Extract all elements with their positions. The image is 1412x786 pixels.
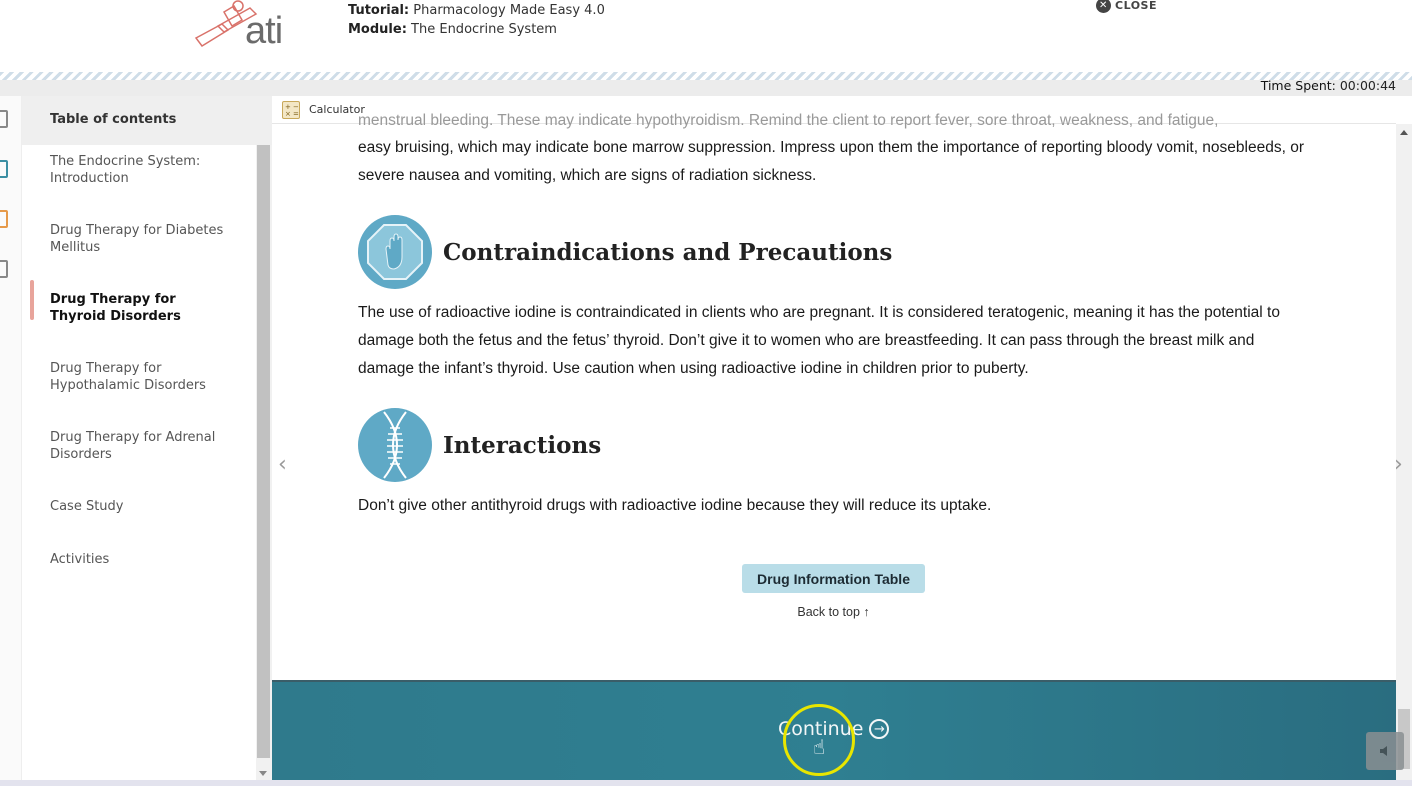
partially-visible-text: menstrual bleeding. These may indicate hypothyroidism. Remind the client to report fever, sore throat, weakness, and fatigue, bbox=[358, 112, 1219, 129]
lesson-reader bbox=[272, 112, 1396, 680]
scroll-down-arrow-icon[interactable] bbox=[259, 771, 267, 776]
drug-information-table-button[interactable]: Drug Information Table bbox=[742, 564, 925, 593]
audio-button[interactable] bbox=[1366, 732, 1404, 770]
toc-item-hypothalamic[interactable]: Drug Therapy for Hypothalamic Disorders bbox=[50, 361, 206, 393]
tutorial-label: Tutorial: bbox=[348, 3, 410, 18]
toc-item-case-study[interactable]: Case Study bbox=[50, 499, 124, 514]
dna-icon bbox=[358, 408, 432, 482]
header bbox=[0, 0, 1412, 74]
time-spent-value: 00:00:44 bbox=[1339, 78, 1396, 93]
table-of-contents bbox=[22, 96, 272, 780]
speaker-icon bbox=[1378, 744, 1392, 758]
close-label: CLOSE bbox=[1115, 0, 1157, 12]
glossary-icon[interactable] bbox=[0, 160, 8, 178]
back-to-top-link[interactable]: Back to top ↑ bbox=[797, 605, 870, 619]
tool-icon-strip bbox=[0, 96, 22, 780]
toc-item-adrenal[interactable]: Drug Therapy for Adrenal Disorders bbox=[50, 430, 216, 462]
close-circle-icon: ✕ bbox=[1096, 0, 1111, 13]
toc-item-endocrine-intro[interactable]: The Endocrine System: Introduction bbox=[50, 154, 201, 186]
calculator-icon[interactable]: + − × = bbox=[282, 101, 300, 119]
tutorial-info bbox=[348, 1, 605, 39]
scroll-up-arrow-icon[interactable] bbox=[1400, 130, 1408, 135]
section-interactions-header bbox=[358, 408, 601, 482]
toc-scrollbar[interactable] bbox=[256, 145, 272, 780]
toc-list bbox=[22, 145, 256, 780]
toc-active-indicator bbox=[30, 280, 34, 320]
toc-item-diabetes[interactable]: Drug Therapy for Diabetes Mellitus bbox=[50, 223, 224, 255]
toc-title: Table of contents bbox=[50, 112, 177, 127]
time-spent-label: Time Spent: bbox=[1260, 78, 1336, 93]
continue-label: Continue bbox=[778, 718, 864, 740]
calculator-button[interactable]: Calculator bbox=[309, 103, 365, 116]
stop-hand-icon bbox=[358, 215, 432, 289]
arrow-right-circle-icon: → bbox=[869, 719, 889, 739]
header-divider-stripe bbox=[0, 72, 1412, 80]
module-name: The Endocrine System bbox=[411, 22, 557, 37]
prev-page-arrow-icon[interactable]: ‹ bbox=[278, 452, 287, 477]
toc-toggle-icon[interactable] bbox=[0, 110, 8, 128]
contraindications-paragraph: The use of radioactive iodine is contraindicated in clients who are pregnant. It is considered teratogenic, meaning it has the potential to damage both the fetus and the fetus’ thyroid. Don’t give it to women who are breastfeeding. It can pass through the breast milk and damage the infant’s thyroid. Use caution when using radioactive iodine in children prior to puberty. bbox=[358, 304, 1280, 377]
calculator-tool-icon[interactable] bbox=[0, 260, 8, 278]
section-contraindications-header bbox=[358, 215, 892, 289]
next-page-arrow-icon[interactable]: › bbox=[1394, 452, 1403, 477]
section-title-contraindications: Contraindications and Precautions bbox=[443, 238, 893, 266]
toc-header bbox=[22, 96, 272, 145]
toc-scroll-thumb[interactable] bbox=[257, 145, 270, 758]
close-button[interactable] bbox=[1096, 0, 1157, 13]
module-label: Module: bbox=[348, 22, 407, 37]
continue-button[interactable] bbox=[778, 718, 889, 740]
content-area bbox=[272, 96, 1412, 780]
intro-paragraph: easy bruising, which may indicate bone marrow suppression. Impress upon them the importance of reporting bloody vomit, nosebleeds, or severe nausea and vomiting, which are signs of radiation sickness. bbox=[358, 139, 1304, 184]
time-bar bbox=[0, 80, 1412, 96]
time-spent bbox=[1261, 78, 1396, 93]
window-bottom-edge bbox=[0, 780, 1412, 786]
hand-cursor-icon: ☝ bbox=[813, 735, 826, 759]
continue-bar bbox=[272, 680, 1396, 780]
toc-item-activities[interactable]: Activities bbox=[50, 552, 110, 567]
interactions-paragraph: Don’t give other antithyroid drugs with radioactive iodine because they will reduce its uptake. bbox=[358, 497, 992, 514]
toc-item-thyroid[interactable]: Drug Therapy for Thyroid Disorders bbox=[50, 292, 181, 324]
notes-icon[interactable] bbox=[0, 210, 8, 228]
section-title-interactions: Interactions bbox=[443, 431, 602, 459]
logo-text: ati bbox=[245, 10, 283, 52]
tutorial-name: Pharmacology Made Easy 4.0 bbox=[413, 3, 605, 18]
